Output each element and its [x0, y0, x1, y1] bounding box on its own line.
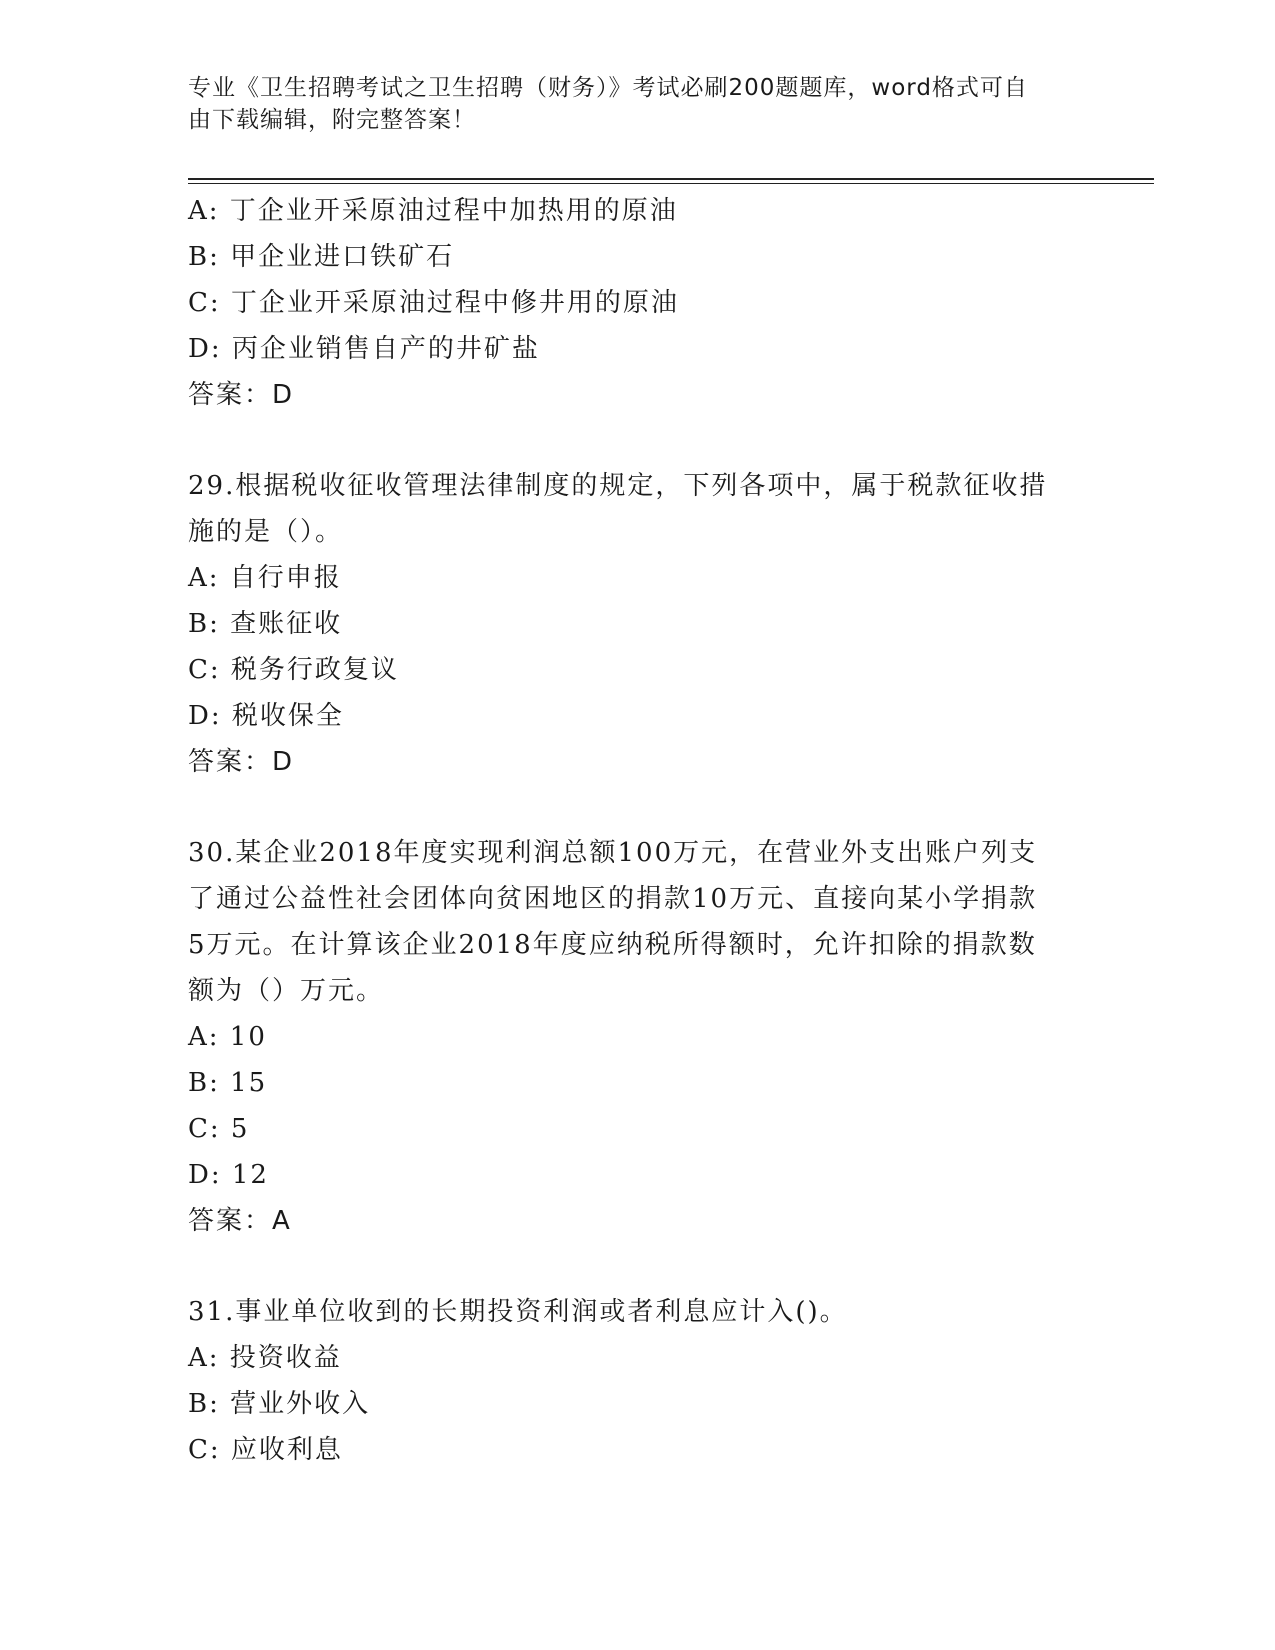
question-31 — [188, 1289, 1088, 1473]
answer-line: 答案：D — [188, 380, 295, 410]
option-a: A: 自行申报 — [188, 563, 342, 593]
option-a: A: 丁企业开采原油过程中加热用的原油 — [188, 196, 678, 226]
spacer — [188, 418, 1088, 463]
question-30 — [188, 830, 1088, 1244]
question-stem-line: 了通过公益性社会团体向贫困地区的捐款10万元、直接向某小学捐款 — [188, 884, 1038, 914]
option-c: C: 税务行政复议 — [188, 655, 399, 685]
question-stem-line: 29.根据税收征收管理法律制度的规定，下列各项中，属于税款征收措 — [188, 471, 1048, 501]
option-b: B: 营业外收入 — [188, 1389, 371, 1419]
option-c: C: 5 — [188, 1114, 250, 1144]
spacer — [188, 1244, 1088, 1289]
question-content — [188, 188, 1088, 1473]
document-header — [188, 72, 1088, 136]
option-b: B: 15 — [188, 1068, 268, 1098]
option-a: A: 10 — [188, 1022, 267, 1052]
question-stem-line: 额为（）万元。 — [188, 976, 385, 1006]
question-stem-line: 施的是（）。 — [188, 517, 344, 547]
option-c: C: 丁企业开采原油过程中修井用的原油 — [188, 288, 679, 318]
header-line-1: 专业《卫生招聘考试之卫生招聘（财务）》考试必刷200题题库，word格式可自 — [188, 75, 1028, 101]
option-d: D: 丙企业销售自产的井矿盐 — [188, 334, 540, 364]
header-rule-thick — [188, 178, 1154, 180]
option-b: B: 甲企业进口铁矿石 — [188, 242, 455, 272]
question-28 — [188, 188, 1088, 418]
question-stem-line: 31.事业单位收到的长期投资利润或者利息应计入()。 — [188, 1297, 848, 1327]
spacer — [188, 785, 1088, 830]
question-stem-line: 30.某企业2018年度实现利润总额100万元，在营业外支出账户列支 — [188, 838, 1038, 868]
option-d: D: 12 — [188, 1160, 269, 1190]
question-stem-line: 5万元。在计算该企业2018年度应纳税所得额时，允许扣除的捐款数 — [188, 930, 1037, 960]
header-line-2: 由下载编辑，附完整答案！ — [188, 107, 476, 133]
header-rule-thin — [188, 183, 1154, 184]
answer-line: 答案：D — [188, 747, 295, 777]
option-a: A: 投资收益 — [188, 1343, 342, 1373]
answer-line: 答案：A — [188, 1206, 292, 1236]
option-c: C: 应收利息 — [188, 1435, 343, 1465]
question-29 — [188, 463, 1088, 785]
option-d: D: 税收保全 — [188, 701, 344, 731]
option-b: B: 查账征收 — [188, 609, 343, 639]
